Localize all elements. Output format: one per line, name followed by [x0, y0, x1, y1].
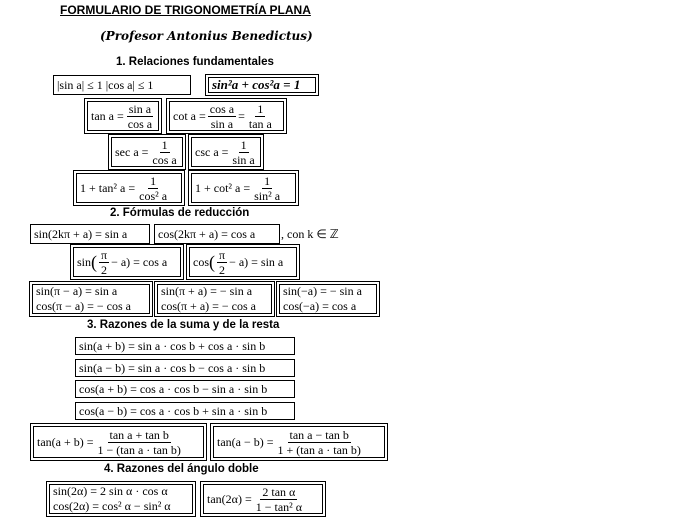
fraction [254, 485, 304, 514]
formula-line: sin(2α) = 2 sin α · cos α [53, 484, 168, 498]
section-heading-fundamental: 1. Relaciones fundamentales [116, 56, 274, 68]
function-name: sin [77, 254, 92, 269]
numerator: cos a [209, 101, 235, 116]
formula-text: sin(2kπ + a) = sin a [34, 226, 128, 241]
numerator: tan a + tan b [109, 427, 169, 442]
formula-line: cos(−a) = cos a [283, 299, 357, 313]
fraction [252, 174, 282, 203]
denominator: sin a [232, 152, 255, 167]
denominator: cos a [127, 116, 153, 131]
formula-tan-difference [210, 423, 388, 461]
formula-text: cos(a − b) = cos a · cos b + sin a · sin b [79, 403, 268, 418]
formula-group-negative [276, 281, 380, 317]
fraction [208, 102, 236, 131]
denominator: cos a [152, 152, 177, 167]
formula-text: sin²a + cos²a = 1 [212, 77, 301, 92]
numerator: 1 [257, 101, 264, 116]
section-heading-reduction: 2. Fórmulas de reducción [110, 207, 250, 219]
numerator: sin a [128, 101, 152, 116]
formula-cos-sum [75, 380, 295, 398]
formula-lhs: 1 + cot² a = [195, 180, 251, 195]
denominator: sin a [210, 116, 234, 131]
formula-line: sin(π + a) = − sin a [161, 284, 253, 298]
fraction [247, 102, 274, 131]
formula-rhs: − a) = sin a [229, 254, 284, 269]
formula-tan-sum [30, 423, 207, 461]
fraction [96, 428, 183, 457]
section-heading-sum: 3. Razones de la suma y de la resta [87, 319, 280, 331]
fraction [99, 248, 109, 277]
formula-bounds [53, 75, 191, 95]
numerator: 1 [161, 137, 168, 152]
formula-group-pi-minus [29, 281, 153, 317]
formula-cos-difference [75, 402, 295, 420]
formula-line: cos(π + a) = − cos a [161, 299, 256, 313]
formula-tan-double [200, 481, 326, 517]
formula-cot-def [166, 98, 287, 134]
formula-sin-complement: sin ( $\frac{\pi}{2}$ − a) = cos a [70, 244, 184, 280]
formula-rhs: − a) = cos a [111, 254, 168, 269]
formula-sin-period [30, 224, 150, 244]
denominator: 1 − tan² α [255, 499, 303, 514]
numerator: 1 [264, 173, 271, 188]
formula-sec-def [108, 134, 186, 170]
fraction [230, 138, 256, 167]
formula-line: cos(2α) = cos² α − sin² α [53, 499, 171, 513]
formula-text: sin(a − b) = sin a · cos b − cos a · sin b [79, 360, 266, 375]
numerator: 2 tan α [262, 484, 296, 499]
formula-cot-squared [188, 170, 299, 206]
denominator: 1 + (tan a · tan b) [277, 442, 361, 457]
denominator: sin² a [254, 188, 281, 203]
author-line: (Profesor Antonius Benedictus) [100, 29, 313, 43]
formula-cos-period [154, 224, 280, 244]
formula-lhs: tan a = [91, 108, 124, 123]
formula-tan-def [84, 98, 162, 134]
formula-lhs: tan(a − b) = [217, 434, 274, 449]
formula-lhs: sec a = [115, 144, 149, 159]
fraction [126, 102, 154, 131]
numerator: 1 [150, 173, 157, 188]
formula-lhs: tan(a + b) = [37, 434, 94, 449]
formula-group-pi-plus [154, 281, 275, 317]
numerator: 1 [240, 137, 247, 152]
formula-line: sin(π − a) = sin a [36, 284, 118, 298]
document-title: FORMULARIO DE TRIGONOMETRÍA PLANA [60, 3, 311, 17]
formula-lhs: csc a = [195, 144, 229, 159]
fraction [150, 138, 178, 167]
formula-line: sin(−a) = − sin a [283, 284, 362, 298]
denominator: 1 − (tan a · tan b) [97, 442, 181, 457]
denominator: tan a [248, 116, 272, 131]
formula-csc-def [188, 134, 264, 170]
denominator: 2 [219, 262, 226, 277]
formula-tan-squared [73, 170, 185, 206]
formula-sin-sum [75, 337, 295, 355]
numerator: tan a − tan b [289, 427, 349, 442]
formula-sin-difference [75, 359, 295, 377]
formula-lhs: 1 + tan² a = [80, 180, 136, 195]
formula-lhs: tan(2α) = [207, 491, 252, 506]
formula-text: sin(a + b) = sin a · cos b + cos a · sin b [79, 338, 266, 353]
formula-cos-complement: cos ( $\frac{\pi}{2}$ − a) = sin a [186, 244, 300, 280]
equals-sign: = [238, 108, 245, 123]
formula-text: cos(a + b) = cos a · cos b − sin a · sin b [79, 381, 268, 396]
period-condition: , con k ∈ ℤ [281, 227, 339, 241]
function-name: cos [193, 254, 209, 269]
section-heading-double: 4. Razones del ángulo doble [104, 463, 259, 475]
denominator: cos² a [139, 188, 168, 203]
fraction [137, 174, 169, 203]
fraction [217, 248, 227, 277]
denominator: 2 [101, 262, 108, 277]
numerator: π [219, 247, 226, 262]
formula-text: |sin a| ≤ 1 |cos a| ≤ 1 [57, 77, 154, 92]
fraction [276, 428, 363, 457]
formula-line: cos(π − a) = − cos a [36, 299, 131, 313]
formula-group-double-angle [46, 481, 196, 517]
numerator: π [101, 247, 108, 262]
formula-text: cos(2kπ + a) = cos a [158, 226, 256, 241]
formula-lhs: cot a = [173, 108, 206, 123]
formula-pythagorean [205, 74, 319, 96]
